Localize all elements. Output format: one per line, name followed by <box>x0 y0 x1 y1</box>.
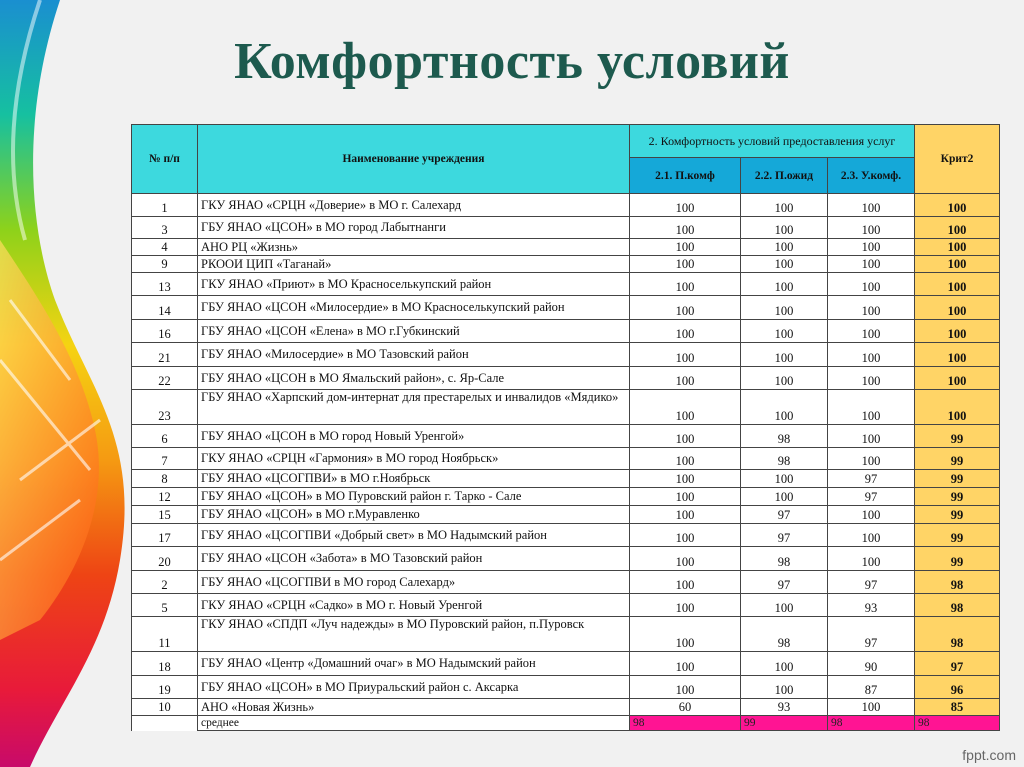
row-value-krit: 98 <box>915 617 1000 652</box>
row-institution-name: ГБУ ЯНАО «ЦСОН» в МО Приуральский район с. Аксарка <box>198 676 630 699</box>
average-label: среднее <box>198 716 630 731</box>
row-value-pkomf: 100 <box>630 652 741 676</box>
row-institution-name: ГКУ ЯНАО «СПДП «Луч надежды» в МО Пуровский район, п.Пуровск <box>198 617 630 652</box>
row-value-pkomf: 100 <box>630 571 741 594</box>
table-row <box>132 699 1000 716</box>
row-value-krit: 85 <box>915 699 1000 716</box>
row-number: 22 <box>132 367 198 390</box>
row-value-pkomf: 100 <box>630 470 741 488</box>
row-value-pozhid: 97 <box>741 524 828 547</box>
row-value-krit: 100 <box>915 239 1000 256</box>
row-value-krit: 97 <box>915 652 1000 676</box>
row-value-krit: 99 <box>915 524 1000 547</box>
table-row <box>132 524 1000 547</box>
row-value-ukomf: 100 <box>828 547 915 571</box>
table-row <box>132 343 1000 367</box>
row-value-ukomf: 100 <box>828 390 915 425</box>
row-number: 1 <box>132 194 198 217</box>
row-value-pozhid: 100 <box>741 676 828 699</box>
row-institution-name: ГБУ ЯНАО «Харпский дом-интернат для престарелых и инвалидов «Мядико» <box>198 390 630 425</box>
row-value-pozhid: 100 <box>741 343 828 367</box>
row-number: 18 <box>132 652 198 676</box>
row-institution-name: ГБУ ЯНАО «ЦСОН «Елена» в МО г.Губкинский <box>198 320 630 343</box>
row-value-ukomf: 100 <box>828 296 915 320</box>
table-body <box>132 194 1000 731</box>
table-row <box>132 239 1000 256</box>
row-value-ukomf: 97 <box>828 488 915 506</box>
row-value-ukomf: 100 <box>828 256 915 273</box>
row-number: 6 <box>132 425 198 448</box>
row-value-pozhid: 98 <box>741 547 828 571</box>
row-value-krit: 100 <box>915 367 1000 390</box>
row-value-pkomf: 100 <box>630 296 741 320</box>
row-value-krit: 100 <box>915 320 1000 343</box>
row-institution-name: ГБУ ЯНАО «ЦСОГПВИ» в МО г.Ноябрьск <box>198 470 630 488</box>
row-value-krit: 98 <box>915 594 1000 617</box>
row-number: 10 <box>132 699 198 716</box>
row-value-ukomf: 100 <box>828 217 915 239</box>
row-number: 15 <box>132 506 198 524</box>
header-group: 2. Комфортность условий предоставления услуг <box>630 125 915 158</box>
row-number: 4 <box>132 239 198 256</box>
row-number: 12 <box>132 488 198 506</box>
row-value-pozhid: 100 <box>741 256 828 273</box>
row-value-ukomf: 100 <box>828 320 915 343</box>
average-value: 98 <box>828 716 915 731</box>
table-row <box>132 571 1000 594</box>
row-value-ukomf: 100 <box>828 273 915 296</box>
row-value-pozhid: 100 <box>741 273 828 296</box>
row-number: 17 <box>132 524 198 547</box>
row-value-pozhid: 93 <box>741 699 828 716</box>
header-name: Наименование учреждения <box>198 125 630 194</box>
row-value-krit: 99 <box>915 425 1000 448</box>
row-value-pozhid: 100 <box>741 239 828 256</box>
table-row <box>132 217 1000 239</box>
average-value: 98 <box>630 716 741 731</box>
row-value-ukomf: 100 <box>828 425 915 448</box>
row-institution-name: АНО РЦ «Жизнь» <box>198 239 630 256</box>
row-value-krit: 99 <box>915 470 1000 488</box>
table-row <box>132 617 1000 652</box>
row-institution-name: ГБУ ЯНАО «ЦСОГПВИ «Добрый свет» в МО Надымский район <box>198 524 630 547</box>
row-value-krit: 100 <box>915 273 1000 296</box>
table-row <box>132 296 1000 320</box>
row-value-ukomf: 90 <box>828 652 915 676</box>
row-value-pozhid: 100 <box>741 320 828 343</box>
row-value-krit: 100 <box>915 296 1000 320</box>
row-value-pkomf: 100 <box>630 448 741 470</box>
table-row <box>132 652 1000 676</box>
row-value-pkomf: 100 <box>630 547 741 571</box>
row-value-pkomf: 100 <box>630 488 741 506</box>
row-value-pkomf: 100 <box>630 390 741 425</box>
watermark: fppt.com <box>962 747 1016 763</box>
row-value-ukomf: 100 <box>828 506 915 524</box>
row-institution-name: ГКУ ЯНАО «СРЦН «Доверие» в МО г. Салехард <box>198 194 630 217</box>
row-value-krit: 99 <box>915 506 1000 524</box>
table-row <box>132 470 1000 488</box>
row-value-krit: 98 <box>915 571 1000 594</box>
row-institution-name: ГБУ ЯНАО «ЦСОН «Забота» в МО Тазовский район <box>198 547 630 571</box>
row-institution-name: ГБУ ЯНАО «ЦСОН» в МО г.Муравленко <box>198 506 630 524</box>
table-row <box>132 367 1000 390</box>
row-value-krit: 99 <box>915 448 1000 470</box>
row-institution-name: ГБУ ЯНАО «ЦСОН в МО Ямальский район», с. Яр-Сале <box>198 367 630 390</box>
row-value-pozhid: 100 <box>741 488 828 506</box>
row-institution-name: ГБУ ЯНАО «ЦСОН в МО город Новый Уренгой» <box>198 425 630 448</box>
row-value-pkomf: 100 <box>630 676 741 699</box>
row-value-pozhid: 98 <box>741 617 828 652</box>
row-value-ukomf: 93 <box>828 594 915 617</box>
row-value-ukomf: 97 <box>828 470 915 488</box>
header-sub3: 2.3. У.комф. <box>828 158 915 194</box>
row-number: 13 <box>132 273 198 296</box>
row-value-ukomf: 97 <box>828 617 915 652</box>
average-blank <box>132 716 198 731</box>
row-value-pkomf: 100 <box>630 256 741 273</box>
row-institution-name: РКООИ ЦИП «Таганай» <box>198 256 630 273</box>
comfort-table-container <box>131 124 999 731</box>
row-value-pkomf: 100 <box>630 506 741 524</box>
row-value-pkomf: 100 <box>630 594 741 617</box>
row-value-ukomf: 100 <box>828 343 915 367</box>
row-value-krit: 100 <box>915 194 1000 217</box>
row-value-ukomf: 100 <box>828 699 915 716</box>
row-value-pozhid: 98 <box>741 448 828 470</box>
row-number: 14 <box>132 296 198 320</box>
row-number: 3 <box>132 217 198 239</box>
average-row <box>132 716 1000 731</box>
average-value: 98 <box>915 716 1000 731</box>
row-value-ukomf: 97 <box>828 571 915 594</box>
row-value-pozhid: 100 <box>741 194 828 217</box>
row-value-pkomf: 100 <box>630 320 741 343</box>
row-institution-name: ГБУ ЯНАО «ЦСОГПВИ в МО город Салехард» <box>198 571 630 594</box>
row-value-pkomf: 100 <box>630 367 741 390</box>
table-row <box>132 676 1000 699</box>
row-value-pozhid: 100 <box>741 367 828 390</box>
row-value-pozhid: 100 <box>741 594 828 617</box>
row-value-krit: 100 <box>915 217 1000 239</box>
table-row <box>132 390 1000 425</box>
table-row <box>132 320 1000 343</box>
row-value-ukomf: 100 <box>828 448 915 470</box>
row-value-krit: 99 <box>915 488 1000 506</box>
row-value-pozhid: 97 <box>741 571 828 594</box>
table-row <box>132 506 1000 524</box>
average-value: 99 <box>741 716 828 731</box>
row-number: 2 <box>132 571 198 594</box>
row-value-ukomf: 100 <box>828 239 915 256</box>
row-value-ukomf: 100 <box>828 194 915 217</box>
row-number: 8 <box>132 470 198 488</box>
row-value-pkomf: 100 <box>630 617 741 652</box>
table-row <box>132 547 1000 571</box>
header-num: № п/п <box>132 125 198 194</box>
row-value-pozhid: 100 <box>741 217 828 239</box>
header-sub1: 2.1. П.комф <box>630 158 741 194</box>
row-value-pozhid: 100 <box>741 652 828 676</box>
table-row <box>132 425 1000 448</box>
row-value-krit: 96 <box>915 676 1000 699</box>
row-number: 20 <box>132 547 198 571</box>
row-institution-name: ГБУ ЯНАО «ЦСОН» в МО город Лабытнанги <box>198 217 630 239</box>
row-value-ukomf: 87 <box>828 676 915 699</box>
row-number: 5 <box>132 594 198 617</box>
table-row <box>132 488 1000 506</box>
page-title: Комфортность условий <box>234 33 790 90</box>
row-number: 11 <box>132 617 198 652</box>
table-row <box>132 594 1000 617</box>
row-value-pkomf: 100 <box>630 425 741 448</box>
row-value-pozhid: 98 <box>741 425 828 448</box>
row-institution-name: ГКУ ЯНАО «Приют» в МО Красноселькупский район <box>198 273 630 296</box>
row-value-pkomf: 100 <box>630 343 741 367</box>
header-krit: Крит2 <box>915 125 1000 194</box>
row-value-pkomf: 60 <box>630 699 741 716</box>
row-value-krit: 100 <box>915 390 1000 425</box>
comfort-table <box>131 124 1000 731</box>
row-institution-name: ГБУ ЯНАО «Центр «Домашний очаг» в МО Надымский район <box>198 652 630 676</box>
row-institution-name: ГБУ ЯНАО «ЦСОН «Милосердие» в МО Красноселькупский район <box>198 296 630 320</box>
header-sub2: 2.2. П.ожид <box>741 158 828 194</box>
row-value-pozhid: 100 <box>741 470 828 488</box>
row-institution-name: ГКУ ЯНАО «СРЦН «Гармония» в МО город Ноябрьск» <box>198 448 630 470</box>
row-value-pkomf: 100 <box>630 217 741 239</box>
row-value-pozhid: 97 <box>741 506 828 524</box>
row-value-pkomf: 100 <box>630 273 741 296</box>
row-value-pkomf: 100 <box>630 524 741 547</box>
row-value-pozhid: 100 <box>741 296 828 320</box>
table-row <box>132 448 1000 470</box>
row-value-ukomf: 100 <box>828 367 915 390</box>
row-number: 21 <box>132 343 198 367</box>
row-value-ukomf: 100 <box>828 524 915 547</box>
row-number: 7 <box>132 448 198 470</box>
table-row <box>132 273 1000 296</box>
row-number: 16 <box>132 320 198 343</box>
row-institution-name: ГБУ ЯНАО «Милосердие» в МО Тазовский район <box>198 343 630 367</box>
table-row <box>132 256 1000 273</box>
row-value-krit: 99 <box>915 547 1000 571</box>
row-institution-name: ГКУ ЯНАО «СРЦН «Садко» в МО г. Новый Уренгой <box>198 594 630 617</box>
row-value-krit: 100 <box>915 256 1000 273</box>
table-row <box>132 194 1000 217</box>
row-institution-name: ГБУ ЯНАО «ЦСОН» в МО Пуровский район г. Тарко - Сале <box>198 488 630 506</box>
row-number: 19 <box>132 676 198 699</box>
row-value-pkomf: 100 <box>630 239 741 256</box>
row-value-krit: 100 <box>915 343 1000 367</box>
row-number: 9 <box>132 256 198 273</box>
row-value-pozhid: 100 <box>741 390 828 425</box>
row-institution-name: АНО «Новая Жизнь» <box>198 699 630 716</box>
row-number: 23 <box>132 390 198 425</box>
row-value-pkomf: 100 <box>630 194 741 217</box>
